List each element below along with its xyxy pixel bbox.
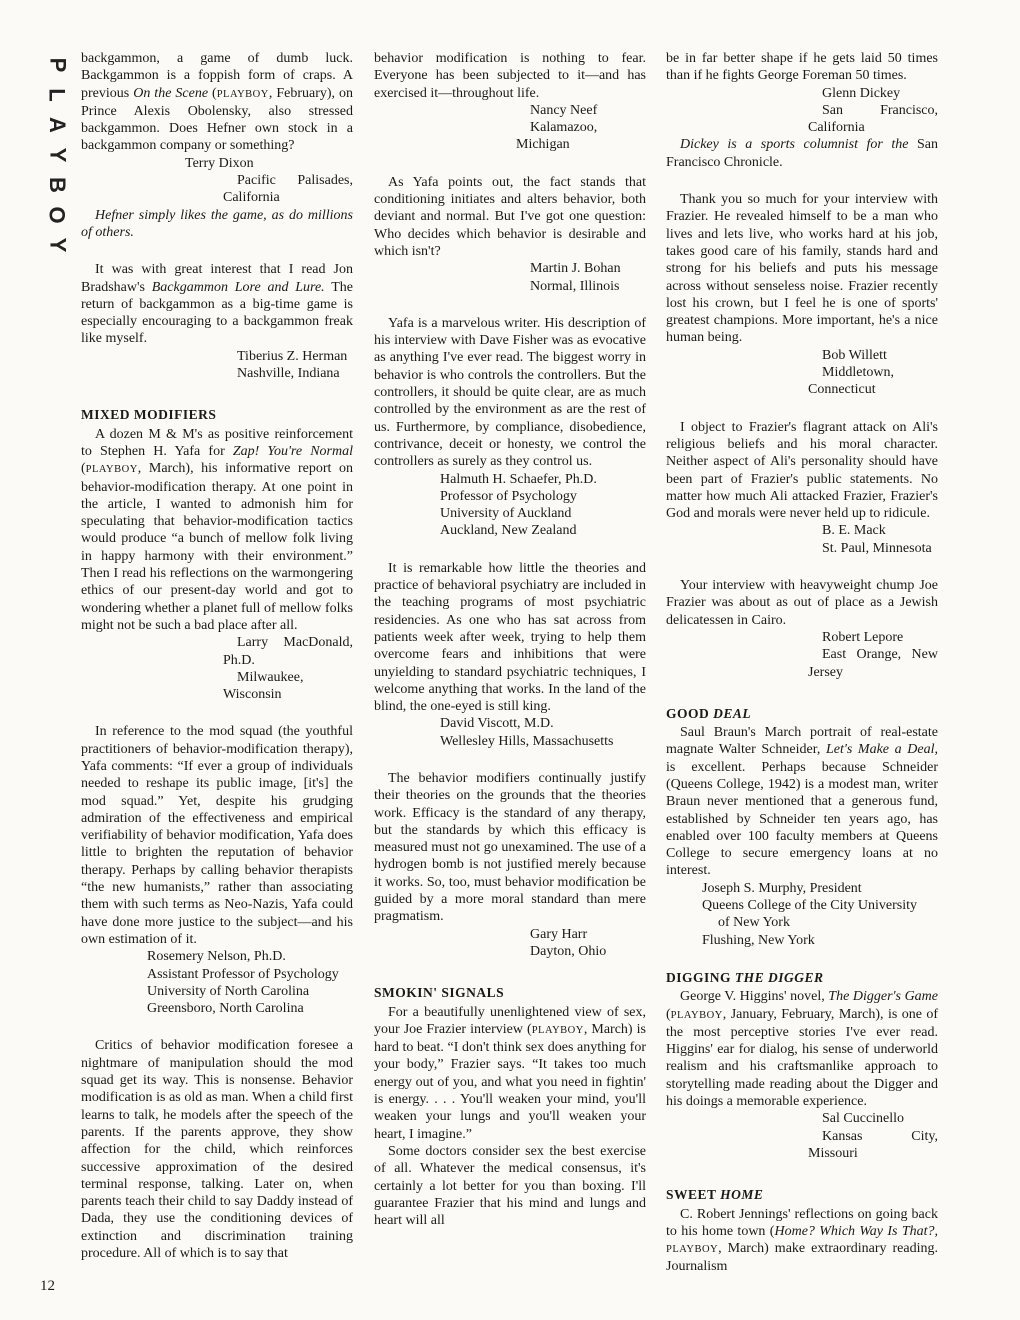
letter-paragraph: Some doctors consider sex the best exercise of all. Whatever the medical consensus, it's certainly a lot better for you than boxing. I'll guarantee Frazier that his mind and lungs and heart will all bbox=[374, 1143, 646, 1229]
letter-signature: Dayton, Ohio bbox=[530, 943, 607, 959]
letter-paragraph: For a beautifully unenlightened view of sex, your Joe Frazier interview (PLAYBOY, March) is hard to beat. “I don't think sex does anything for your body,” Frazier says. “It takes too much energy out of you, and what you need in fightin' is energy. . . . You'll weaken your mind, you'll weaken your lungs and you'll weaken your heart, I imagine.” bbox=[374, 1004, 646, 1142]
letter-signature: Rosemery Nelson, Ph.D. bbox=[147, 949, 286, 965]
letter-paragraph: behavior modification is nothing to fear. Everyone has been subjected to it—and has exercised it—throughout life. bbox=[374, 51, 646, 101]
spacer bbox=[374, 960, 646, 984]
letter-paragraph: A dozen M & M's as positive reinforcement to Stephen H. Yafa for Zap! You're Normal (PLAYBOY, March), his informative report on behavior-modification therapy. At one point in the article, I wanted to admonish him for speculating that behavior-modification tactics would produce “a bunch of mellow folk living in happy harmony with their environment.” Then I read his reflections on the warmongering ethics of our present-day world and got to wondering whether a planet full of mellow folks might not be such a bad place after all. bbox=[81, 426, 353, 633]
spacer bbox=[666, 399, 938, 419]
spacer bbox=[81, 1017, 353, 1037]
letters-column-1 bbox=[81, 50, 353, 1262]
letter-paragraph: Thank you so much for your interview with Frazier. He revealed himself to be a man who lives and lets live, who works hard at his job, takes good care of his family, stands hard and strong for his beliefs and puts his message across without senseless noise. Frazier recently lost his crown, but I feel he is one of sports' greatest champions. More important, he's a nice human being. bbox=[666, 192, 938, 346]
letter-signature: Joseph S. Murphy, President bbox=[702, 880, 862, 896]
spacer bbox=[81, 703, 353, 723]
brand-letter: B bbox=[44, 177, 70, 193]
letter-paragraph: The behavior modifiers continually justify their theories on the grounds that the theories work. Efficacy is the standard of any therapy, but the standards by which this efficacy is measured must not go unexamined. The use of a hydrogen bomb is not justified merely because it works. So, too, must behavior modification be guided by a more moral standard than mere pragmatism. bbox=[374, 770, 646, 925]
section-heading: GOOD DEAL bbox=[666, 705, 752, 721]
brand-letter: P bbox=[45, 57, 70, 73]
letter-signature: University of North Carolina bbox=[147, 983, 310, 999]
letter-paragraph: I object to Frazier's flagrant attack on Ali's religious beliefs and his moral character. Neither aspect of Ali's personality should have been part of Frazier's public statements. No matter how much Ali attacked Frazier, Frazier's God and morals were never held up to ridicule. bbox=[666, 419, 938, 522]
brand-letter: L bbox=[44, 88, 70, 102]
letter-signature: University of Auckland bbox=[440, 506, 572, 522]
editor-reply: Hefner simply likes the game, as do millions of others. bbox=[81, 207, 353, 240]
spacer bbox=[666, 1162, 938, 1186]
letter-paragraph: It is remarkable how little the theories and practice of behavioral psychiatry are included in the teaching programs of most psychiatric residencies. As one who has sat across from patients week after week, trying to help them overcome fears and inhibitions that were unyielding to standard psychiatric techniques, I welcome anything that works. In the land of the blind, the one-eyed is still king. bbox=[374, 560, 646, 715]
letter-signature: of New York bbox=[718, 915, 790, 931]
section-heading: MIXED MODIFIERS bbox=[81, 407, 217, 423]
spacer bbox=[374, 540, 646, 560]
letter-paragraph: Yafa is a marvelous writer. His description of his interview with Dave Fisher was as evocative as anything I've ever read. The biggest worry in behavior is who controls the controllers. But the controllers, it should be quite clear, are as much controlled by the environment as are the rest of us. Furthermore, by compliance, disobedience, contrivance, deceit or honesty, we control the controllers as surely as they control us. bbox=[374, 315, 646, 470]
letter-signature: Auckland, New Zealand bbox=[440, 523, 577, 539]
spacer bbox=[81, 382, 353, 406]
letter-paragraph: In reference to the mod squad (the youthful practitioners of behavior-modification therapy), Yafa comments: “If ever a group of individuals needed to reshape its public image, [it's] the mod squad.” Yet, despite his grudging admiration of the effectiveness and empirical verifiability of behavior modification, Yafa does little to brighten the reputation of behavior therapy. Perhaps by calling behavior therapists “the new humanists,” rather than associating them with such terms as Neo-Nazis, Yafa could have done more justice to the subject—and his own estimation of it. bbox=[81, 724, 353, 947]
letter-signature: Wellesley Hills, Massachusetts bbox=[440, 733, 614, 749]
letter-signature: B. E. Mack bbox=[822, 523, 886, 539]
letter-paragraph: C. Robert Jennings' reflections on going back to his home town (Home? Which Way Is That?, PLAYBOY, March) make extraordinary reading. Journalism bbox=[666, 1206, 939, 1275]
section-heading: SWEET HOME bbox=[666, 1187, 764, 1203]
brand-letter: Y bbox=[45, 237, 70, 253]
letters-column-2 bbox=[374, 50, 646, 1229]
letter-signature: Tiberius Z. Herman bbox=[237, 348, 348, 364]
letter-signature: Professor of Psychology bbox=[440, 488, 577, 504]
letter-signature: Kansas City, Missouri bbox=[808, 1128, 938, 1161]
letter-signature: Pacific Palisades, California bbox=[223, 173, 353, 206]
letter-signature: Flushing, New York bbox=[702, 932, 815, 948]
letter-signature: Normal, Illinois bbox=[530, 278, 620, 294]
letter-paragraph: Your interview with heavyweight chump Joe Frazier was about as out of place as a Jewish delicatessen in Cairo. bbox=[666, 578, 938, 628]
letter-signature: David Viscott, M.D. bbox=[440, 716, 554, 732]
letter-signature: Assistant Professor of Psychology bbox=[147, 966, 339, 982]
magazine-brand-vertical bbox=[40, 50, 74, 260]
letter-paragraph: As Yafa points out, the fact stands that conditioning initiates and alters behavior, both deviant and normal. But I've got one question: Who decides which behavior is desirable and which isn't? bbox=[374, 174, 646, 259]
page-number: 12 bbox=[40, 1278, 55, 1294]
letter-signature: Halmuth H. Schaefer, Ph.D. bbox=[440, 471, 597, 487]
letter-signature: San Francisco, California bbox=[808, 102, 938, 136]
section-heading: DIGGING THE DIGGER bbox=[666, 969, 824, 985]
letter-signature: Sal Cuccinello bbox=[822, 1111, 905, 1127]
letter-paragraph: be in far better shape if he gets laid 50 times than if he fights George Foreman 50 times. bbox=[666, 51, 938, 84]
section-heading: SMOKIN' SIGNALS bbox=[374, 985, 505, 1001]
letter-signature: Middletown, Connecticut bbox=[808, 365, 894, 398]
letter-signature: Greensboro, North Carolina bbox=[147, 1001, 304, 1017]
letter-signature: Martin J. Bohan bbox=[530, 261, 621, 277]
letter-paragraph: It was with great interest that I read Jon Bradshaw's Backgammon Lore and Lure. The return of backgammon as a big-time game is especially encouraging to a backgammon freak like myself. bbox=[81, 262, 353, 347]
letter-signature: Milwaukee, Wisconsin bbox=[223, 669, 304, 703]
letter-signature: Terry Dixon bbox=[185, 155, 254, 171]
letters-column-3 bbox=[666, 50, 938, 1276]
letter-signature: St. Paul, Minnesota bbox=[822, 540, 932, 556]
spacer bbox=[666, 557, 938, 577]
letter-signature: East Orange, New Jersey bbox=[808, 647, 938, 680]
letter-signature: Glenn Dickey bbox=[822, 85, 901, 101]
letter-paragraph: George V. Higgins' novel, The Digger's Game (PLAYBOY, January, February, March), is one of the most perceptive stories I've ever read. Higgins' ear for dialog, his sense of underworld realism and his craftsmanlike approach to storytelling made reading about the Digger and his doings a memorable experience. bbox=[666, 989, 938, 1110]
letter-signature: Kalamazoo, Michigan bbox=[516, 120, 598, 153]
letter-signature: Gary Harr bbox=[530, 926, 588, 942]
spacer bbox=[374, 295, 646, 315]
letter-paragraph: Saul Braun's March portrait of real-estate magnate Walter Schneider, Let's Make a Deal, is excellent. Perhaps because Schneider (Queens College, 1942) is a modest man, writer Braun never mentioned that a generous fund, established by Schneider ten years ago, has enabled over 100 faculty members at Queens College to secure emergency loans at no interest. bbox=[666, 725, 938, 879]
letter-signature: Robert Lepore bbox=[822, 629, 904, 645]
editor-reply: Dickey is a sports columnist for the San Francisco Chronicle. bbox=[666, 137, 938, 170]
spacer bbox=[666, 949, 938, 969]
letter-paragraph: Critics of behavior modification foresee a nightmare of manipulation should the mod squad get its way. This is nonsense. Behavior modification is as old as man. When a child first learns to talk, he models after the speech of the parents. If the parents approve, they show affection for the child, which reinforces successive approximation of the desired terminal response, talking. Later on, when parents teach their child to say Daddy instead of Dada, they use the conditioning devices of extinction and discrimination training procedure. All of which is to say that bbox=[81, 1038, 353, 1261]
brand-letter: O bbox=[45, 206, 70, 224]
letter-signature: Nashville, Indiana bbox=[237, 366, 340, 382]
letter-signature: Queens College of the City University bbox=[702, 898, 918, 914]
letter-signature: Bob Willett bbox=[822, 347, 887, 363]
spacer bbox=[666, 681, 938, 705]
letter-paragraph: backgammon, a game of dumb luck. Backgammon is a foppish form of craps. A previous On the Scene (PLAYBOY, February), on Prince Alexis Obolensky, also stressed backgammon. Does Hefner own stock in a backgammon company or something? bbox=[81, 51, 354, 154]
letter-signature: Nancy Neef bbox=[530, 102, 598, 118]
brand-letter: A bbox=[44, 117, 70, 133]
brand-letter: Y bbox=[45, 147, 70, 163]
spacer bbox=[666, 171, 938, 191]
spacer bbox=[81, 241, 353, 261]
letter-signature: Larry MacDonald, Ph.D. bbox=[223, 635, 353, 668]
spacer bbox=[374, 154, 646, 174]
spacer bbox=[374, 750, 646, 770]
